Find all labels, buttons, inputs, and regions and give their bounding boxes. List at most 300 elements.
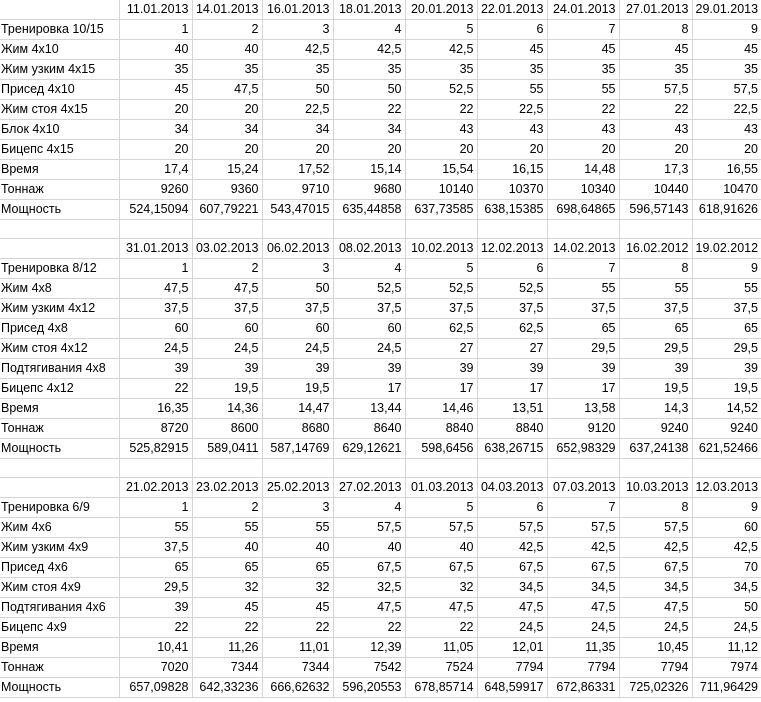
value-cell[interactable]: 14,46 (405, 399, 477, 419)
value-cell[interactable]: 7524 (405, 658, 477, 678)
value-cell[interactable]: 47,5 (405, 598, 477, 618)
value-cell[interactable]: 45 (119, 80, 192, 100)
value-cell[interactable]: 52,5 (405, 80, 477, 100)
value-cell[interactable]: 65 (262, 558, 333, 578)
session-number-cell[interactable]: 2 (192, 20, 262, 40)
value-cell[interactable]: 607,79221 (192, 200, 262, 220)
value-cell[interactable]: 32 (192, 578, 262, 598)
value-cell[interactable]: 17 (333, 379, 405, 399)
value-cell[interactable]: 34,5 (547, 578, 619, 598)
value-cell[interactable]: 15,14 (333, 160, 405, 180)
empty-cell[interactable] (333, 459, 405, 478)
value-cell[interactable]: 20 (477, 140, 547, 160)
value-cell[interactable]: 57,5 (619, 518, 692, 538)
value-cell[interactable]: 32 (262, 578, 333, 598)
value-cell[interactable]: 22 (119, 618, 192, 638)
row-label-cell[interactable]: Жим стоя 4х9 (0, 578, 119, 598)
value-cell[interactable]: 42,5 (405, 40, 477, 60)
value-cell[interactable]: 8640 (333, 419, 405, 439)
value-cell[interactable]: 60 (262, 319, 333, 339)
value-cell[interactable]: 60 (333, 319, 405, 339)
value-cell[interactable]: 39 (619, 359, 692, 379)
value-cell[interactable]: 45 (547, 40, 619, 60)
value-cell[interactable]: 50 (333, 80, 405, 100)
value-cell[interactable]: 7794 (477, 658, 547, 678)
date-cell[interactable]: 14.01.2013 (192, 0, 262, 20)
session-number-cell[interactable]: 1 (119, 20, 192, 40)
value-cell[interactable]: 39 (477, 359, 547, 379)
value-cell[interactable]: 20 (192, 140, 262, 160)
row-label-cell[interactable]: Бицепс 4х15 (0, 140, 119, 160)
value-cell[interactable]: 7542 (333, 658, 405, 678)
row-label-cell[interactable]: Тренировка 10/15 (0, 20, 119, 40)
value-cell[interactable]: 47,5 (477, 598, 547, 618)
row-label-cell[interactable]: Жим стоя 4х15 (0, 100, 119, 120)
value-cell[interactable]: 22 (333, 618, 405, 638)
empty-cell[interactable] (0, 0, 119, 20)
value-cell[interactable]: 37,5 (477, 299, 547, 319)
row-label-cell[interactable]: Жим 4х10 (0, 40, 119, 60)
value-cell[interactable]: 45 (619, 40, 692, 60)
value-cell[interactable]: 24,5 (477, 618, 547, 638)
value-cell[interactable]: 16,55 (692, 160, 761, 180)
value-cell[interactable]: 22 (405, 100, 477, 120)
value-cell[interactable]: 40 (262, 538, 333, 558)
session-number-cell[interactable]: 8 (619, 498, 692, 518)
empty-cell[interactable] (192, 459, 262, 478)
value-cell[interactable]: 37,5 (547, 299, 619, 319)
empty-cell[interactable] (0, 478, 119, 498)
value-cell[interactable]: 70 (692, 558, 761, 578)
value-cell[interactable]: 37,5 (405, 299, 477, 319)
value-cell[interactable]: 47,5 (547, 598, 619, 618)
empty-cell[interactable] (262, 220, 333, 239)
value-cell[interactable]: 19,5 (192, 379, 262, 399)
value-cell[interactable]: 9680 (333, 180, 405, 200)
row-label-cell[interactable]: Время (0, 160, 119, 180)
date-cell[interactable]: 31.01.2013 (119, 239, 192, 259)
session-number-cell[interactable]: 3 (262, 498, 333, 518)
date-cell[interactable]: 11.01.2013 (119, 0, 192, 20)
session-number-cell[interactable]: 7 (547, 20, 619, 40)
value-cell[interactable]: 9360 (192, 180, 262, 200)
empty-cell[interactable] (405, 459, 477, 478)
value-cell[interactable]: 10,45 (619, 638, 692, 658)
session-number-cell[interactable]: 6 (477, 259, 547, 279)
session-number-cell[interactable]: 4 (333, 20, 405, 40)
row-label-cell[interactable]: Присед 4х6 (0, 558, 119, 578)
value-cell[interactable]: 42,5 (692, 538, 761, 558)
value-cell[interactable]: 24,5 (119, 339, 192, 359)
value-cell[interactable]: 42,5 (547, 538, 619, 558)
value-cell[interactable]: 37,5 (692, 299, 761, 319)
value-cell[interactable]: 10,41 (119, 638, 192, 658)
date-cell[interactable]: 27.02.2013 (333, 478, 405, 498)
value-cell[interactable]: 14,52 (692, 399, 761, 419)
value-cell[interactable]: 10440 (619, 180, 692, 200)
value-cell[interactable]: 45 (262, 598, 333, 618)
date-cell[interactable]: 20.01.2013 (405, 0, 477, 20)
value-cell[interactable]: 629,12621 (333, 439, 405, 459)
value-cell[interactable]: 13,51 (477, 399, 547, 419)
value-cell[interactable]: 22,5 (477, 100, 547, 120)
value-cell[interactable]: 43 (477, 120, 547, 140)
value-cell[interactable]: 39 (405, 359, 477, 379)
empty-cell[interactable] (619, 220, 692, 239)
value-cell[interactable]: 65 (192, 558, 262, 578)
value-cell[interactable]: 7794 (619, 658, 692, 678)
empty-cell[interactable] (619, 459, 692, 478)
value-cell[interactable]: 47,5 (192, 279, 262, 299)
session-number-cell[interactable]: 7 (547, 498, 619, 518)
value-cell[interactable]: 35 (333, 60, 405, 80)
value-cell[interactable]: 34 (119, 120, 192, 140)
empty-cell[interactable] (692, 220, 761, 239)
row-label-cell[interactable]: Мощность (0, 439, 119, 459)
date-cell[interactable]: 25.02.2013 (262, 478, 333, 498)
value-cell[interactable]: 24,5 (333, 339, 405, 359)
date-cell[interactable]: 08.02.2013 (333, 239, 405, 259)
row-label-cell[interactable]: Мощность (0, 678, 119, 698)
row-label-cell[interactable]: Подтягивания 4х6 (0, 598, 119, 618)
value-cell[interactable]: 34 (192, 120, 262, 140)
value-cell[interactable]: 19,5 (619, 379, 692, 399)
value-cell[interactable]: 37,5 (333, 299, 405, 319)
row-label-cell[interactable]: Жим узким 4х12 (0, 299, 119, 319)
value-cell[interactable]: 29,5 (119, 578, 192, 598)
value-cell[interactable]: 55 (692, 279, 761, 299)
value-cell[interactable]: 638,26715 (477, 439, 547, 459)
value-cell[interactable]: 39 (119, 359, 192, 379)
value-cell[interactable]: 7020 (119, 658, 192, 678)
value-cell[interactable]: 711,96429 (692, 678, 761, 698)
row-label-cell[interactable]: Время (0, 399, 119, 419)
value-cell[interactable]: 40 (333, 538, 405, 558)
value-cell[interactable]: 22 (262, 618, 333, 638)
value-cell[interactable]: 60 (692, 518, 761, 538)
row-label-cell[interactable]: Тоннаж (0, 180, 119, 200)
value-cell[interactable]: 55 (477, 80, 547, 100)
value-cell[interactable]: 621,52466 (692, 439, 761, 459)
value-cell[interactable]: 47,5 (619, 598, 692, 618)
date-cell[interactable]: 19.02.2012 (692, 239, 761, 259)
value-cell[interactable]: 65 (619, 319, 692, 339)
value-cell[interactable]: 19,5 (262, 379, 333, 399)
value-cell[interactable]: 20 (405, 140, 477, 160)
value-cell[interactable]: 39 (547, 359, 619, 379)
value-cell[interactable]: 65 (119, 558, 192, 578)
session-number-cell[interactable]: 4 (333, 259, 405, 279)
session-number-cell[interactable]: 5 (405, 259, 477, 279)
value-cell[interactable]: 9240 (619, 419, 692, 439)
value-cell[interactable]: 43 (692, 120, 761, 140)
session-number-cell[interactable]: 4 (333, 498, 405, 518)
value-cell[interactable]: 22 (333, 100, 405, 120)
value-cell[interactable]: 47,5 (119, 279, 192, 299)
value-cell[interactable]: 17 (477, 379, 547, 399)
value-cell[interactable]: 20 (547, 140, 619, 160)
value-cell[interactable]: 8680 (262, 419, 333, 439)
value-cell[interactable]: 55 (119, 518, 192, 538)
value-cell[interactable]: 39 (692, 359, 761, 379)
value-cell[interactable]: 638,15385 (477, 200, 547, 220)
value-cell[interactable]: 17,4 (119, 160, 192, 180)
date-cell[interactable]: 16.02.2012 (619, 239, 692, 259)
date-cell[interactable]: 23.02.2013 (192, 478, 262, 498)
date-cell[interactable]: 10.03.2013 (619, 478, 692, 498)
value-cell[interactable]: 9260 (119, 180, 192, 200)
value-cell[interactable]: 40 (192, 40, 262, 60)
value-cell[interactable]: 32 (405, 578, 477, 598)
value-cell[interactable]: 22 (405, 618, 477, 638)
value-cell[interactable]: 35 (547, 60, 619, 80)
value-cell[interactable]: 15,54 (405, 160, 477, 180)
value-cell[interactable]: 17,52 (262, 160, 333, 180)
row-label-cell[interactable]: Мощность (0, 200, 119, 220)
value-cell[interactable]: 32,5 (333, 578, 405, 598)
row-label-cell[interactable]: Бицепс 4х12 (0, 379, 119, 399)
row-label-cell[interactable]: Тренировка 6/9 (0, 498, 119, 518)
row-label-cell[interactable]: Жим узким 4х15 (0, 60, 119, 80)
value-cell[interactable]: 22 (119, 379, 192, 399)
value-cell[interactable]: 22 (619, 100, 692, 120)
value-cell[interactable]: 67,5 (333, 558, 405, 578)
date-cell[interactable]: 24.01.2013 (547, 0, 619, 20)
value-cell[interactable]: 37,5 (119, 299, 192, 319)
value-cell[interactable]: 14,36 (192, 399, 262, 419)
row-label-cell[interactable]: Время (0, 638, 119, 658)
value-cell[interactable]: 24,5 (547, 618, 619, 638)
value-cell[interactable]: 652,98329 (547, 439, 619, 459)
value-cell[interactable]: 50 (692, 598, 761, 618)
value-cell[interactable]: 20 (262, 140, 333, 160)
value-cell[interactable]: 27 (405, 339, 477, 359)
value-cell[interactable]: 45 (192, 598, 262, 618)
value-cell[interactable]: 525,82915 (119, 439, 192, 459)
date-cell[interactable]: 01.03.2013 (405, 478, 477, 498)
value-cell[interactable]: 618,91626 (692, 200, 761, 220)
row-label-cell[interactable]: Блок 4х10 (0, 120, 119, 140)
value-cell[interactable]: 24,5 (619, 618, 692, 638)
value-cell[interactable]: 40 (192, 538, 262, 558)
value-cell[interactable]: 35 (262, 60, 333, 80)
value-cell[interactable]: 11,35 (547, 638, 619, 658)
value-cell[interactable]: 8720 (119, 419, 192, 439)
value-cell[interactable]: 35 (692, 60, 761, 80)
row-label-cell[interactable]: Подтягивания 4х8 (0, 359, 119, 379)
row-label-cell[interactable]: Тоннаж (0, 658, 119, 678)
session-number-cell[interactable]: 9 (692, 259, 761, 279)
value-cell[interactable]: 666,62632 (262, 678, 333, 698)
value-cell[interactable]: 65 (692, 319, 761, 339)
value-cell[interactable]: 642,33236 (192, 678, 262, 698)
date-cell[interactable]: 12.02.2013 (477, 239, 547, 259)
value-cell[interactable]: 589,0411 (192, 439, 262, 459)
value-cell[interactable]: 8600 (192, 419, 262, 439)
session-number-cell[interactable]: 7 (547, 259, 619, 279)
value-cell[interactable]: 37,5 (192, 299, 262, 319)
session-number-cell[interactable]: 3 (262, 259, 333, 279)
row-label-cell[interactable]: Бицепс 4х9 (0, 618, 119, 638)
session-number-cell[interactable]: 3 (262, 20, 333, 40)
empty-cell[interactable] (119, 220, 192, 239)
value-cell[interactable]: 37,5 (262, 299, 333, 319)
value-cell[interactable]: 524,15094 (119, 200, 192, 220)
empty-cell[interactable] (192, 220, 262, 239)
value-cell[interactable]: 52,5 (477, 279, 547, 299)
value-cell[interactable]: 42,5 (619, 538, 692, 558)
date-cell[interactable]: 06.02.2013 (262, 239, 333, 259)
value-cell[interactable]: 62,5 (405, 319, 477, 339)
session-number-cell[interactable]: 8 (619, 259, 692, 279)
value-cell[interactable]: 24,5 (192, 339, 262, 359)
value-cell[interactable]: 725,02326 (619, 678, 692, 698)
value-cell[interactable]: 15,24 (192, 160, 262, 180)
value-cell[interactable]: 57,5 (333, 518, 405, 538)
value-cell[interactable]: 35 (119, 60, 192, 80)
row-label-cell[interactable]: Тренировка 8/12 (0, 259, 119, 279)
value-cell[interactable]: 29,5 (619, 339, 692, 359)
value-cell[interactable]: 60 (192, 319, 262, 339)
value-cell[interactable]: 67,5 (477, 558, 547, 578)
value-cell[interactable]: 11,01 (262, 638, 333, 658)
empty-cell[interactable] (547, 459, 619, 478)
value-cell[interactable]: 657,09828 (119, 678, 192, 698)
value-cell[interactable]: 50 (262, 80, 333, 100)
value-cell[interactable]: 52,5 (333, 279, 405, 299)
value-cell[interactable]: 8840 (477, 419, 547, 439)
value-cell[interactable]: 13,44 (333, 399, 405, 419)
empty-cell[interactable] (405, 220, 477, 239)
value-cell[interactable]: 39 (262, 359, 333, 379)
value-cell[interactable]: 37,5 (119, 538, 192, 558)
value-cell[interactable]: 7344 (192, 658, 262, 678)
value-cell[interactable]: 27 (477, 339, 547, 359)
empty-cell[interactable] (692, 459, 761, 478)
value-cell[interactable]: 10340 (547, 180, 619, 200)
value-cell[interactable]: 62,5 (477, 319, 547, 339)
value-cell[interactable]: 11,12 (692, 638, 761, 658)
empty-cell[interactable] (333, 220, 405, 239)
date-cell[interactable]: 16.01.2013 (262, 0, 333, 20)
value-cell[interactable]: 11,26 (192, 638, 262, 658)
row-label-cell[interactable]: Жим 4х6 (0, 518, 119, 538)
value-cell[interactable]: 12,01 (477, 638, 547, 658)
value-cell[interactable]: 57,5 (619, 80, 692, 100)
date-cell[interactable]: 27.01.2013 (619, 0, 692, 20)
value-cell[interactable]: 34,5 (619, 578, 692, 598)
value-cell[interactable]: 14,3 (619, 399, 692, 419)
date-cell[interactable]: 04.03.2013 (477, 478, 547, 498)
value-cell[interactable]: 17 (547, 379, 619, 399)
value-cell[interactable]: 20 (192, 100, 262, 120)
value-cell[interactable]: 42,5 (477, 538, 547, 558)
value-cell[interactable]: 22 (547, 100, 619, 120)
value-cell[interactable]: 698,64865 (547, 200, 619, 220)
value-cell[interactable]: 39 (192, 359, 262, 379)
date-cell[interactable]: 14.02.2013 (547, 239, 619, 259)
value-cell[interactable]: 35 (405, 60, 477, 80)
value-cell[interactable]: 596,57143 (619, 200, 692, 220)
value-cell[interactable]: 22,5 (692, 100, 761, 120)
value-cell[interactable]: 10470 (692, 180, 761, 200)
value-cell[interactable]: 67,5 (619, 558, 692, 578)
session-number-cell[interactable]: 6 (477, 20, 547, 40)
value-cell[interactable]: 67,5 (547, 558, 619, 578)
value-cell[interactable]: 39 (333, 359, 405, 379)
session-number-cell[interactable]: 5 (405, 20, 477, 40)
value-cell[interactable]: 7344 (262, 658, 333, 678)
value-cell[interactable]: 37,5 (619, 299, 692, 319)
date-cell[interactable]: 07.03.2013 (547, 478, 619, 498)
row-label-cell[interactable]: Тоннаж (0, 419, 119, 439)
value-cell[interactable]: 637,24138 (619, 439, 692, 459)
value-cell[interactable]: 9120 (547, 419, 619, 439)
empty-cell[interactable] (477, 220, 547, 239)
value-cell[interactable]: 20 (119, 100, 192, 120)
value-cell[interactable]: 55 (192, 518, 262, 538)
session-number-cell[interactable]: 1 (119, 498, 192, 518)
date-cell[interactable]: 03.02.2013 (192, 239, 262, 259)
value-cell[interactable]: 13,58 (547, 399, 619, 419)
value-cell[interactable]: 35 (192, 60, 262, 80)
date-cell[interactable]: 29.01.2013 (692, 0, 761, 20)
empty-cell[interactable] (119, 459, 192, 478)
value-cell[interactable]: 648,59917 (477, 678, 547, 698)
value-cell[interactable]: 20 (333, 140, 405, 160)
value-cell[interactable]: 57,5 (477, 518, 547, 538)
value-cell[interactable]: 24,5 (692, 618, 761, 638)
value-cell[interactable]: 9710 (262, 180, 333, 200)
value-cell[interactable]: 17,3 (619, 160, 692, 180)
value-cell[interactable]: 65 (547, 319, 619, 339)
value-cell[interactable]: 20 (692, 140, 761, 160)
value-cell[interactable]: 57,5 (405, 518, 477, 538)
value-cell[interactable]: 35 (477, 60, 547, 80)
value-cell[interactable]: 50 (262, 279, 333, 299)
value-cell[interactable]: 22,5 (262, 100, 333, 120)
row-label-cell[interactable]: Жим узким 4х9 (0, 538, 119, 558)
value-cell[interactable]: 637,73585 (405, 200, 477, 220)
value-cell[interactable]: 14,48 (547, 160, 619, 180)
value-cell[interactable]: 20 (119, 140, 192, 160)
value-cell[interactable]: 67,5 (405, 558, 477, 578)
value-cell[interactable]: 55 (547, 80, 619, 100)
value-cell[interactable]: 45 (692, 40, 761, 60)
value-cell[interactable]: 55 (619, 279, 692, 299)
value-cell[interactable]: 47,5 (192, 80, 262, 100)
session-number-cell[interactable]: 6 (477, 498, 547, 518)
value-cell[interactable]: 635,44858 (333, 200, 405, 220)
date-cell[interactable]: 12.03.2013 (692, 478, 761, 498)
value-cell[interactable]: 47,5 (333, 598, 405, 618)
value-cell[interactable]: 57,5 (692, 80, 761, 100)
date-cell[interactable]: 10.02.2013 (405, 239, 477, 259)
row-label-cell[interactable]: Жим стоя 4х12 (0, 339, 119, 359)
value-cell[interactable]: 43 (619, 120, 692, 140)
session-number-cell[interactable]: 9 (692, 20, 761, 40)
value-cell[interactable]: 20 (619, 140, 692, 160)
session-number-cell[interactable]: 1 (119, 259, 192, 279)
value-cell[interactable]: 40 (405, 538, 477, 558)
value-cell[interactable]: 42,5 (262, 40, 333, 60)
value-cell[interactable]: 678,85714 (405, 678, 477, 698)
value-cell[interactable]: 34,5 (477, 578, 547, 598)
empty-cell[interactable] (0, 239, 119, 259)
value-cell[interactable]: 672,86331 (547, 678, 619, 698)
value-cell[interactable]: 14,47 (262, 399, 333, 419)
value-cell[interactable]: 7794 (547, 658, 619, 678)
